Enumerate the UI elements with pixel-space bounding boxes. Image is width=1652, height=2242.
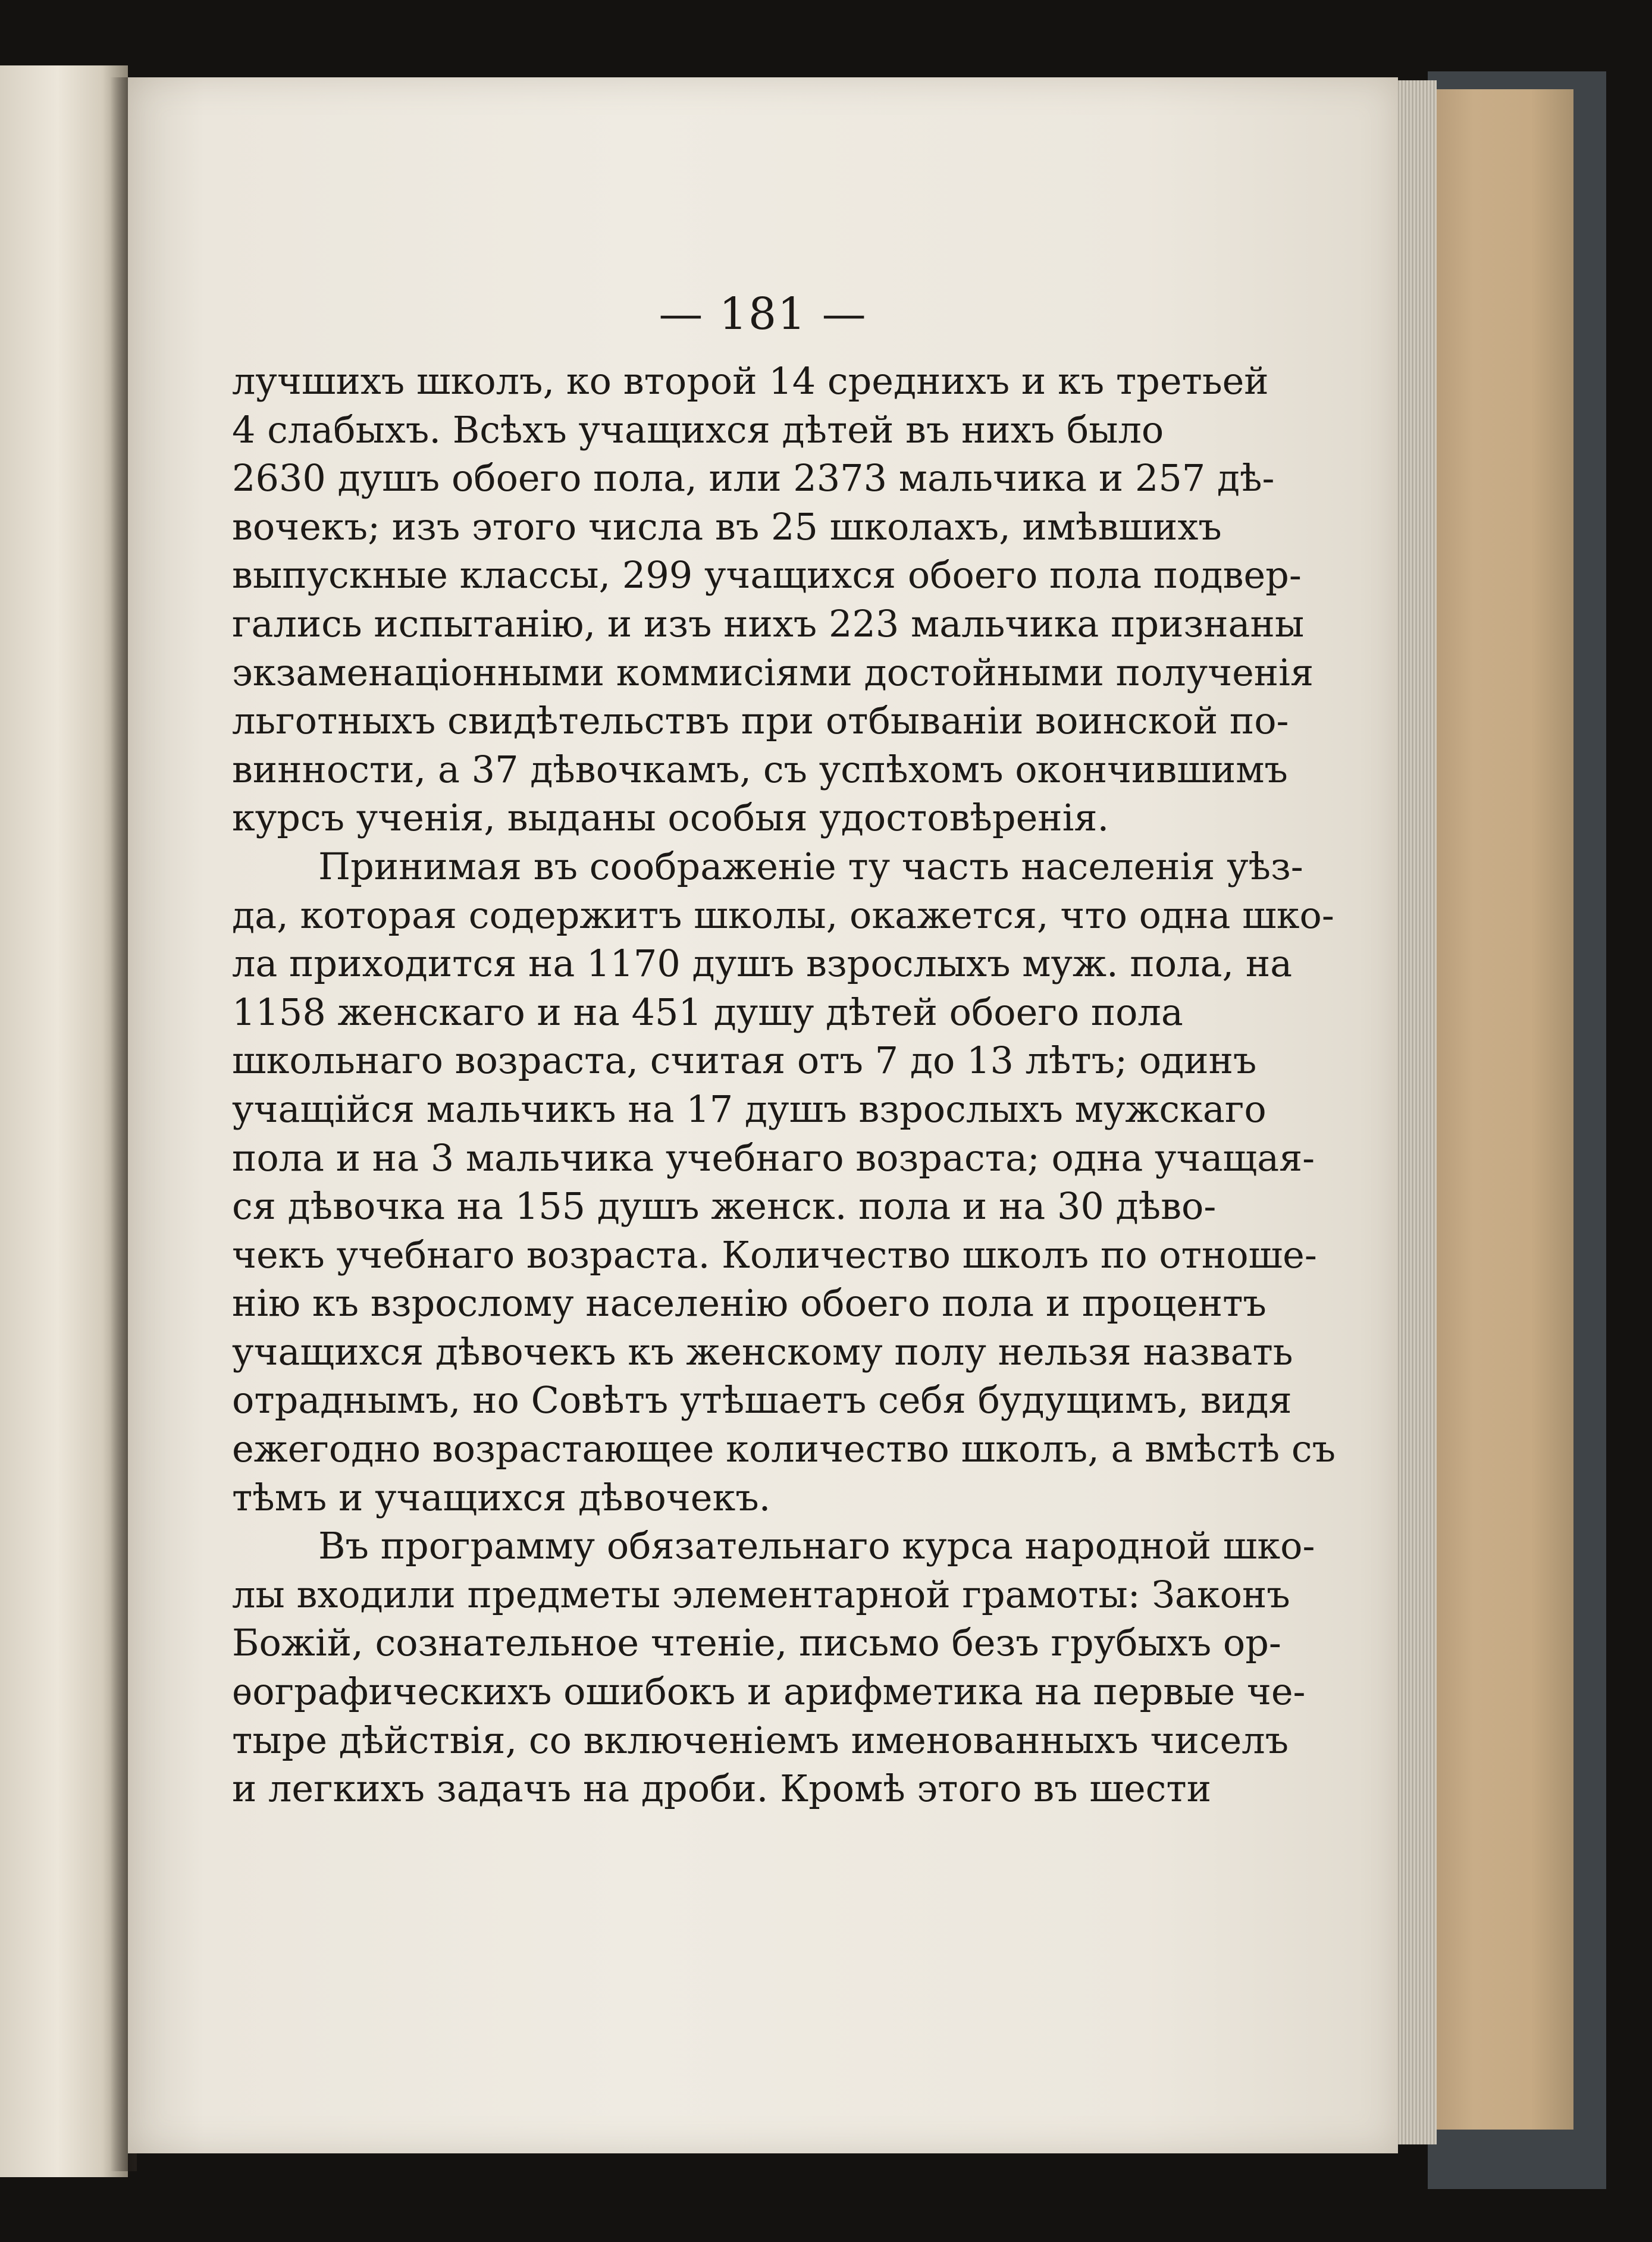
left-facing-page bbox=[0, 65, 128, 2177]
text-line: гались испытанію, и изъ нихъ 223 мальчика признаны bbox=[232, 601, 1305, 645]
text-line: курсъ ученія, выданы особыя удостовѣренія. bbox=[232, 796, 1109, 840]
text-line: тыре дѣйствія, со включеніемъ именованныхъ чиселъ bbox=[232, 1718, 1289, 1762]
text-line: Божій, сознательное чтеніе, письмо безъ грубыхъ ор- bbox=[232, 1621, 1281, 1665]
text-line: да, которая содержитъ школы, окажется, что одна шко- bbox=[232, 893, 1334, 937]
text-line: ла приходится на 1170 душъ взрослыхъ муж. пола, на bbox=[232, 942, 1293, 986]
text-line: 4 слабыхъ. Всѣхъ учащихся дѣтей въ нихъ было bbox=[232, 407, 1164, 451]
text-line: тѣмъ и учащихся дѣвочекъ. bbox=[232, 1475, 771, 1519]
text-line: учащійся мальчикъ на 17 душъ взрослыхъ мужскаго bbox=[232, 1087, 1267, 1131]
page-edges bbox=[1395, 80, 1437, 2144]
text-line: пола и на 3 мальчика учебнаго возраста; одна учащая- bbox=[232, 1136, 1315, 1180]
text-line: и легкихъ задачъ на дроби. Кромѣ этого въ шести bbox=[232, 1767, 1212, 1811]
text-line: отраднымъ, но Совѣтъ утѣшаетъ себя будущимъ, видя bbox=[232, 1378, 1292, 1422]
text-line: нію къ взрослому населенію обоего пола и процентъ bbox=[232, 1281, 1267, 1325]
text-line: ѳографическихъ ошибокъ и арифметика на первые че- bbox=[232, 1670, 1306, 1714]
text-line: школьнаго возраста, считая отъ 7 до 13 лѣтъ; одинъ bbox=[232, 1039, 1257, 1083]
cover-board bbox=[1431, 89, 1573, 2130]
text-line: 1158 женскаго и на 451 душу дѣтей обоего пола bbox=[232, 990, 1183, 1034]
text-line: 2630 душъ обоего пола, или 2373 мальчика и 257 дѣ- bbox=[232, 456, 1275, 500]
text-line: ежегодно возрастающее количество школъ, а вмѣстѣ съ bbox=[232, 1427, 1336, 1471]
text-line: Въ программу обязательнаго курса народной шко- bbox=[318, 1524, 1315, 1568]
text-line: Принимая въ соображеніе ту часть населенія уѣз- bbox=[318, 844, 1303, 888]
text-line: винности, а 37 дѣвочкамъ, съ успѣхомъ окончившимъ bbox=[232, 747, 1288, 791]
text-line: ся дѣвочка на 155 душъ женск. пола и на 30 дѣво- bbox=[232, 1184, 1217, 1228]
page-number: — 181 — bbox=[659, 289, 867, 340]
text-line: учащихся дѣвочекъ къ женскому полу нельзя назвать bbox=[232, 1329, 1293, 1374]
body-text bbox=[232, 357, 1336, 1813]
text-line: лы входили предметы элементарной грамоты: Законъ bbox=[232, 1572, 1290, 1616]
text-line: вочекъ; изъ этого числа въ 25 школахъ, имѣвшихъ bbox=[232, 504, 1222, 548]
text-line: чекъ учебнаго возраста. Количество школъ по отноше- bbox=[232, 1233, 1317, 1277]
text-line: выпускные классы, 299 учащихся обоего пола подвер- bbox=[232, 553, 1302, 597]
book-page bbox=[128, 77, 1398, 2153]
text-line: экзаменаціонными коммисіями достойными полученія bbox=[232, 650, 1314, 694]
text-line: льготныхъ свидѣтельствъ при отбываніи воинской по- bbox=[232, 699, 1289, 743]
text-line: лучшихъ школъ, ко второй 14 среднихъ и къ третьей bbox=[232, 359, 1269, 403]
